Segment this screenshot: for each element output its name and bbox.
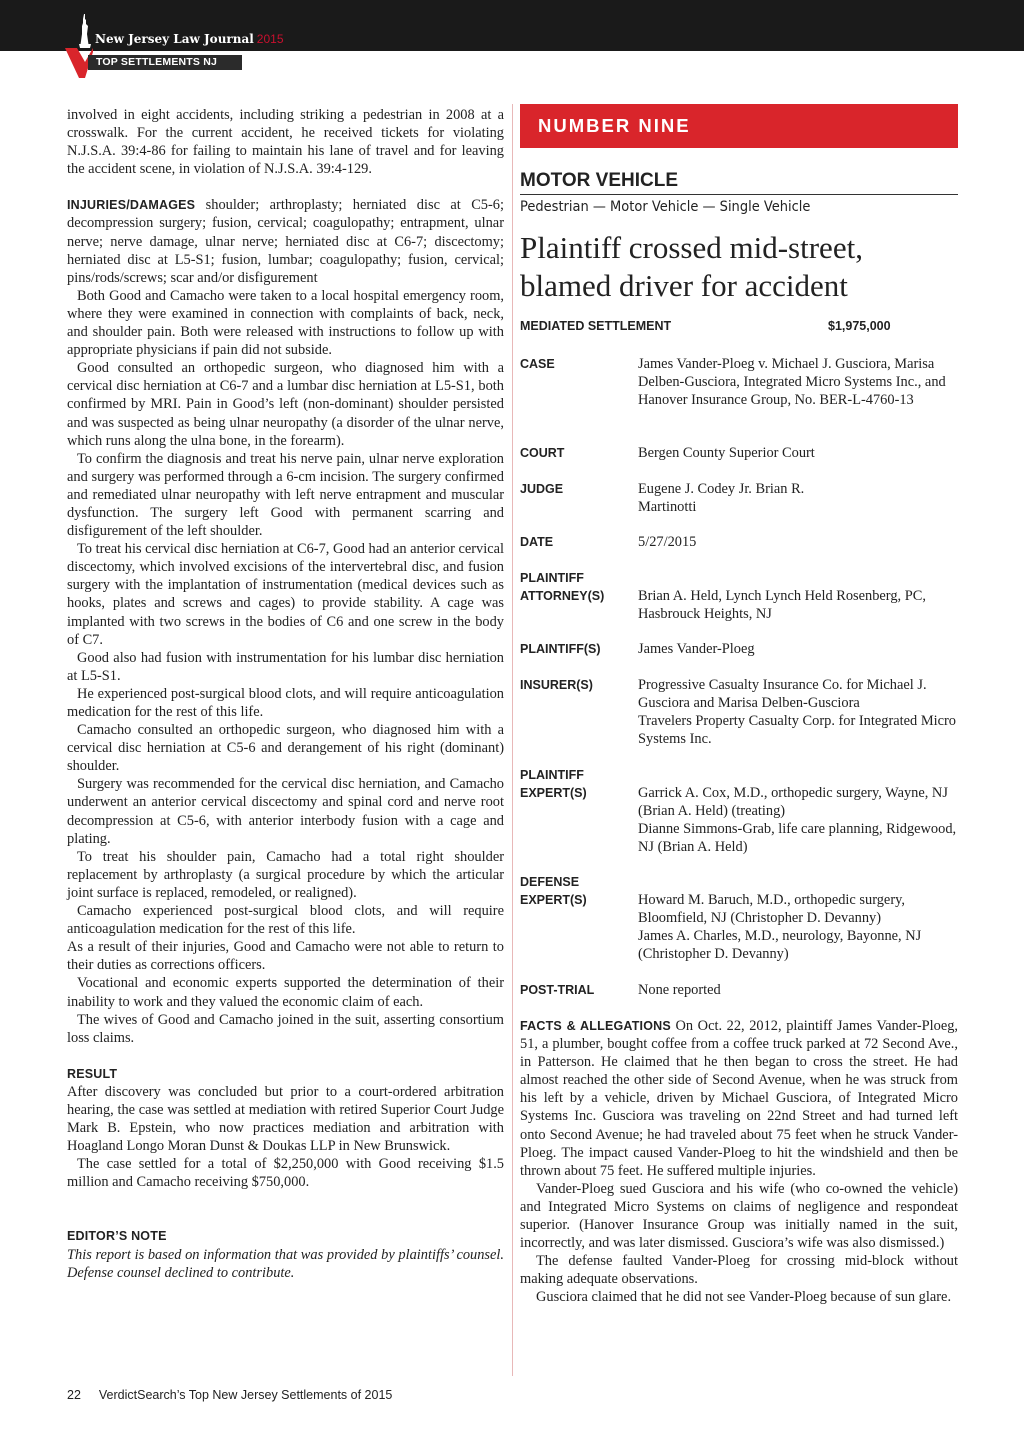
plaintiff-expert-value <box>638 784 960 856</box>
defense-expert-value <box>638 891 960 963</box>
injuries-heading: INJURIES/DAMAGES <box>67 198 196 213</box>
body-paragraph: Camacho consulted an orthopedic surgeon, who diagnosed him with a cervical disc herniation at C5-6 and derangement of his right (dominant) shoulder. <box>67 722 504 775</box>
label-line: ATTORNEY(S) <box>520 589 605 603</box>
post-trial-value: None reported <box>638 982 721 998</box>
insurer-value <box>638 676 960 748</box>
settlement-amount: $1,975,000 <box>828 319 891 333</box>
subcategory: Pedestrian — Motor Vehicle — Single Vehicle <box>520 199 811 215</box>
settlement-label: MEDIATED SETTLEMENT <box>520 319 672 333</box>
case-label: CASE <box>520 357 555 371</box>
label-line: EXPERT(S) <box>520 786 587 800</box>
expert-line: Garrick A. Cox, M.D., orthopedic surgery, Wayne, NJ (Brian A. Held) (treating) <box>638 785 948 819</box>
label-line: EXPERT(S) <box>520 893 587 907</box>
body-paragraph: To treat his shoulder pain, Camacho had a total right shoulder replacement by arthroplasty (a surgical procedure by which the articular joint surface is replaced, remodeled, or realigned). <box>67 848 504 901</box>
expert-line: James A. Charles, M.D., neurology, Bayonne, NJ (Christopher D. Devanny) <box>638 928 922 962</box>
injuries-text: shoulder; arthroplasty; herniated disc at C5-6; decompression surgery; fusion, cervical; coagulopathy; entrapment, ulnar nerve; nerve damage, ulnar nerve; herniated disc at C6-7; discectomy; herniated disc at L5-S1; fusion, lumbar; coagulopathy; fusion, cervical; pins/rods/screws; scar and/or disfigurement <box>67 197 504 286</box>
spacer <box>67 1209 504 1227</box>
spacer <box>67 178 504 196</box>
plaintiff-label: PLAINTIFF(S) <box>520 642 601 656</box>
body-paragraph: Surgery was recommended for the cervical disc herniation, and Camacho underwent an anterior cervical discectomy and spinal cord and nerve root decompression at C5-6, with anterior interbody fusion with a cage and plating. <box>67 776 504 847</box>
date-value: 5/27/2015 <box>638 534 697 550</box>
page-number: 22 <box>67 1388 81 1402</box>
facts-paragraph: Gusciora claimed that he did not see Vander-Ploeg because of sun glare. <box>536 1289 952 1306</box>
spacer <box>67 1047 504 1065</box>
date-label: DATE <box>520 535 554 549</box>
case-value: James Vander-Ploeg v. Michael J. Gusciora, Marisa Delben-Gusciora, Integrated Micro Systems Inc., and Hanover Insurance Group, No. BER-L-4760-13 <box>638 356 946 408</box>
body-paragraph: Good also had fusion with instrumentation for his lumbar disc herniation at L5-S1. <box>67 649 504 684</box>
body-paragraph: Both Good and Camacho were taken to a local hospital emergency room, where they were examined in connection with complaints of back, neck, and shoulder pain. Both were released with instructions to follow up with appropriate physicians if pain did not subside. <box>67 287 504 359</box>
plaintiff-expert-label <box>520 766 638 802</box>
label-line: DEFENSE <box>520 875 580 889</box>
column-divider <box>512 104 513 1376</box>
rank-banner: NUMBER NINE <box>520 104 958 148</box>
label-line: PLAINTIFF <box>520 571 584 585</box>
result-paragraph: The case settled for a total of $2,250,000 with Good receiving $1.5 million and Camacho receiving $750,000. <box>67 1156 504 1191</box>
statue-of-liberty-icon <box>77 14 93 48</box>
facts-paragraph <box>520 1017 958 1180</box>
body-paragraph: Vocational and economic experts supported the determination of their inability to work and they valued the economic claim of each. <box>67 975 504 1010</box>
headline: Plaintiff crossed mid-street, blamed driver for accident <box>520 230 863 303</box>
body-paragraph: To confirm the diagnosis and treat his nerve pain, ulnar nerve exploration and surgery was performed through a 6-cm incision. The surgery confirmed and remediated ulnar neuropathy with left nerve entrapment and muscular dysfunction. The surgery left Good with permanent scarring and disfigurement of the left shoulder. <box>67 450 504 540</box>
body-paragraph: Good consulted an orthopedic surgeon, who diagnosed him with a cervical disc herniation at C6-7 and a lumbar disc herniation at L5-S1, both confirmed by MRI. Pain in Good’s left (non-dominant) shoulder persisted and was suspected as being ulnar neuropathy (a disorder of the ulnar nerve, which runs along the ulna bone, in the forearm). <box>67 360 504 449</box>
result-heading: RESULT <box>67 1066 118 1081</box>
plaintiff-attorney-value: Brian A. Held, Lynch Lynch Held Rosenberg, PC, Hasbrouck Heights, NJ <box>638 588 926 622</box>
insurer-line: Travelers Property Casualty Corp. for Integrated Micro Systems Inc. <box>638 713 956 747</box>
post-trial-label: POST-TRIAL <box>520 983 595 997</box>
judge-label: JUDGE <box>520 482 564 496</box>
body-paragraph: Camacho experienced post-surgical blood clots, and will require anticoagulation medication for the rest of this life. <box>67 903 504 938</box>
masthead-title: New Jersey Law Journal <box>95 32 254 46</box>
result-paragraph: After discovery was concluded but prior to a court-ordered arbitration hearing, the case was settled at mediation with retired Superior Court Judge Mark B. Epstein, who now practices mediation and arbitration with Hoagland Longo Moran Dunst & Doukas LLP in New Brunswick. <box>67 1083 504 1155</box>
insurer-label: INSURER(S) <box>520 678 593 692</box>
body-paragraph: The wives of Good and Camacho joined in the suit, asserting consortium loss claims. <box>67 1011 504 1046</box>
expert-line: Dianne Simmons-Grab, life care planning, Ridgewood, NJ (Brian A. Held) <box>638 821 957 855</box>
editor-note-heading: EDITOR’S NOTE <box>67 1229 167 1244</box>
injuries-paragraph <box>67 196 504 286</box>
facts-heading: FACTS & ALLEGATIONS <box>520 1019 671 1033</box>
judge-value: Eugene J. Codey Jr. Brian R. Martinotti <box>638 481 805 515</box>
plaintiff-attorney-label <box>520 569 638 605</box>
body-paragraph: To treat his cervical disc herniation at C6-7, Good had an anterior cervical discectomy, which involved excisions of the intervertebral disc, and fusion surgery with the implantation of instrumentation (medical devices such as hooks, plates and screws and cages) to provide stability. A cage was implanted with two screws in the bodies of C6 and one screw in the body of C7. <box>67 541 504 648</box>
defense-expert-label <box>520 873 638 909</box>
facts-paragraph: The defense faulted Vander-Ploeg for crossing mid-block without making adequate observations. <box>520 1253 958 1288</box>
facts-paragraph: Vander-Ploeg sued Gusciora and his wife (who co-owned the vehicle) and Integrated Micro Systems on claims of negligence and respondeat superior. (Hanover Insurance Group was initially named in the suit, incorrectly, and was later dismissed. Gusciora’s wife was also dismissed.) <box>520 1180 958 1252</box>
label-line: PLAINTIFF <box>520 768 584 782</box>
body-paragraph: He experienced post-surgical blood clots, and will require anticoagulation medication for the rest of this life. <box>67 685 504 720</box>
case-info-table <box>520 0 958 1000</box>
masthead <box>95 32 284 46</box>
intro-paragraph: involved in eight accidents, including striking a pedestrian in 2008 at a crosswalk. For the current accident, he received tickets for violating N.J.S.A. 39:4-86 for failing to maintain his lane of travel and for leaving the accident scene, in violation of N.J.S.A. 39:4-129. <box>67 107 504 178</box>
editor-note-text: This report is based on information that was provided by plaintiffs’ counsel. Defense counsel declined to contribute. <box>67 1246 504 1281</box>
category-heading: MOTOR VEHICLE <box>520 170 958 195</box>
left-column <box>67 106 504 1282</box>
court-value: Bergen County Superior Court <box>638 445 815 461</box>
expert-line: Howard M. Baruch, M.D., orthopedic surgery, Bloomfield, NJ (Christopher D. Devanny) <box>638 892 905 926</box>
insurer-line: Progressive Casualty Insurance Co. for Michael J. Gusciora and Marisa Delben-Gusciora <box>638 677 927 711</box>
plaintiff-value: James Vander-Ploeg <box>638 641 755 657</box>
page-footer <box>67 1388 392 1402</box>
publication-name: VerdictSearch’s Top New Jersey Settlements of 2015 <box>98 1388 393 1402</box>
court-label: COURT <box>520 446 565 460</box>
masthead-year: 2015 <box>256 32 284 46</box>
section-label: TOP SETTLEMENTS NJ <box>96 56 218 68</box>
body-paragraph: As a result of their injuries, Good and Camacho were not able to return to their duties as corrections officers. <box>67 939 504 974</box>
spacer <box>67 1191 504 1209</box>
facts-text: On Oct. 22, 2012, plaintiff James Vander-Ploeg, 51, a plumber, bought coffee from a coffee truck parked at 72 Second Ave., in Patterson. He claimed that he then began to cross the street. He had almost reached the other side of Second Avenue, when he was struck from his left by a vehicle, driven by Michael Gusciora, of Integrated Micro Systems Inc. Gusciora was traveling on 22nd Street and had turned left onto Second Avenue; he had traveled about 75 feet when he struck Vander-Ploeg. The impact caused Vander-Ploeg to hit the windshield and then be thrown about 75 feet. He suffered multiple injuries. <box>520 1018 959 1179</box>
facts-section <box>520 1017 958 1307</box>
